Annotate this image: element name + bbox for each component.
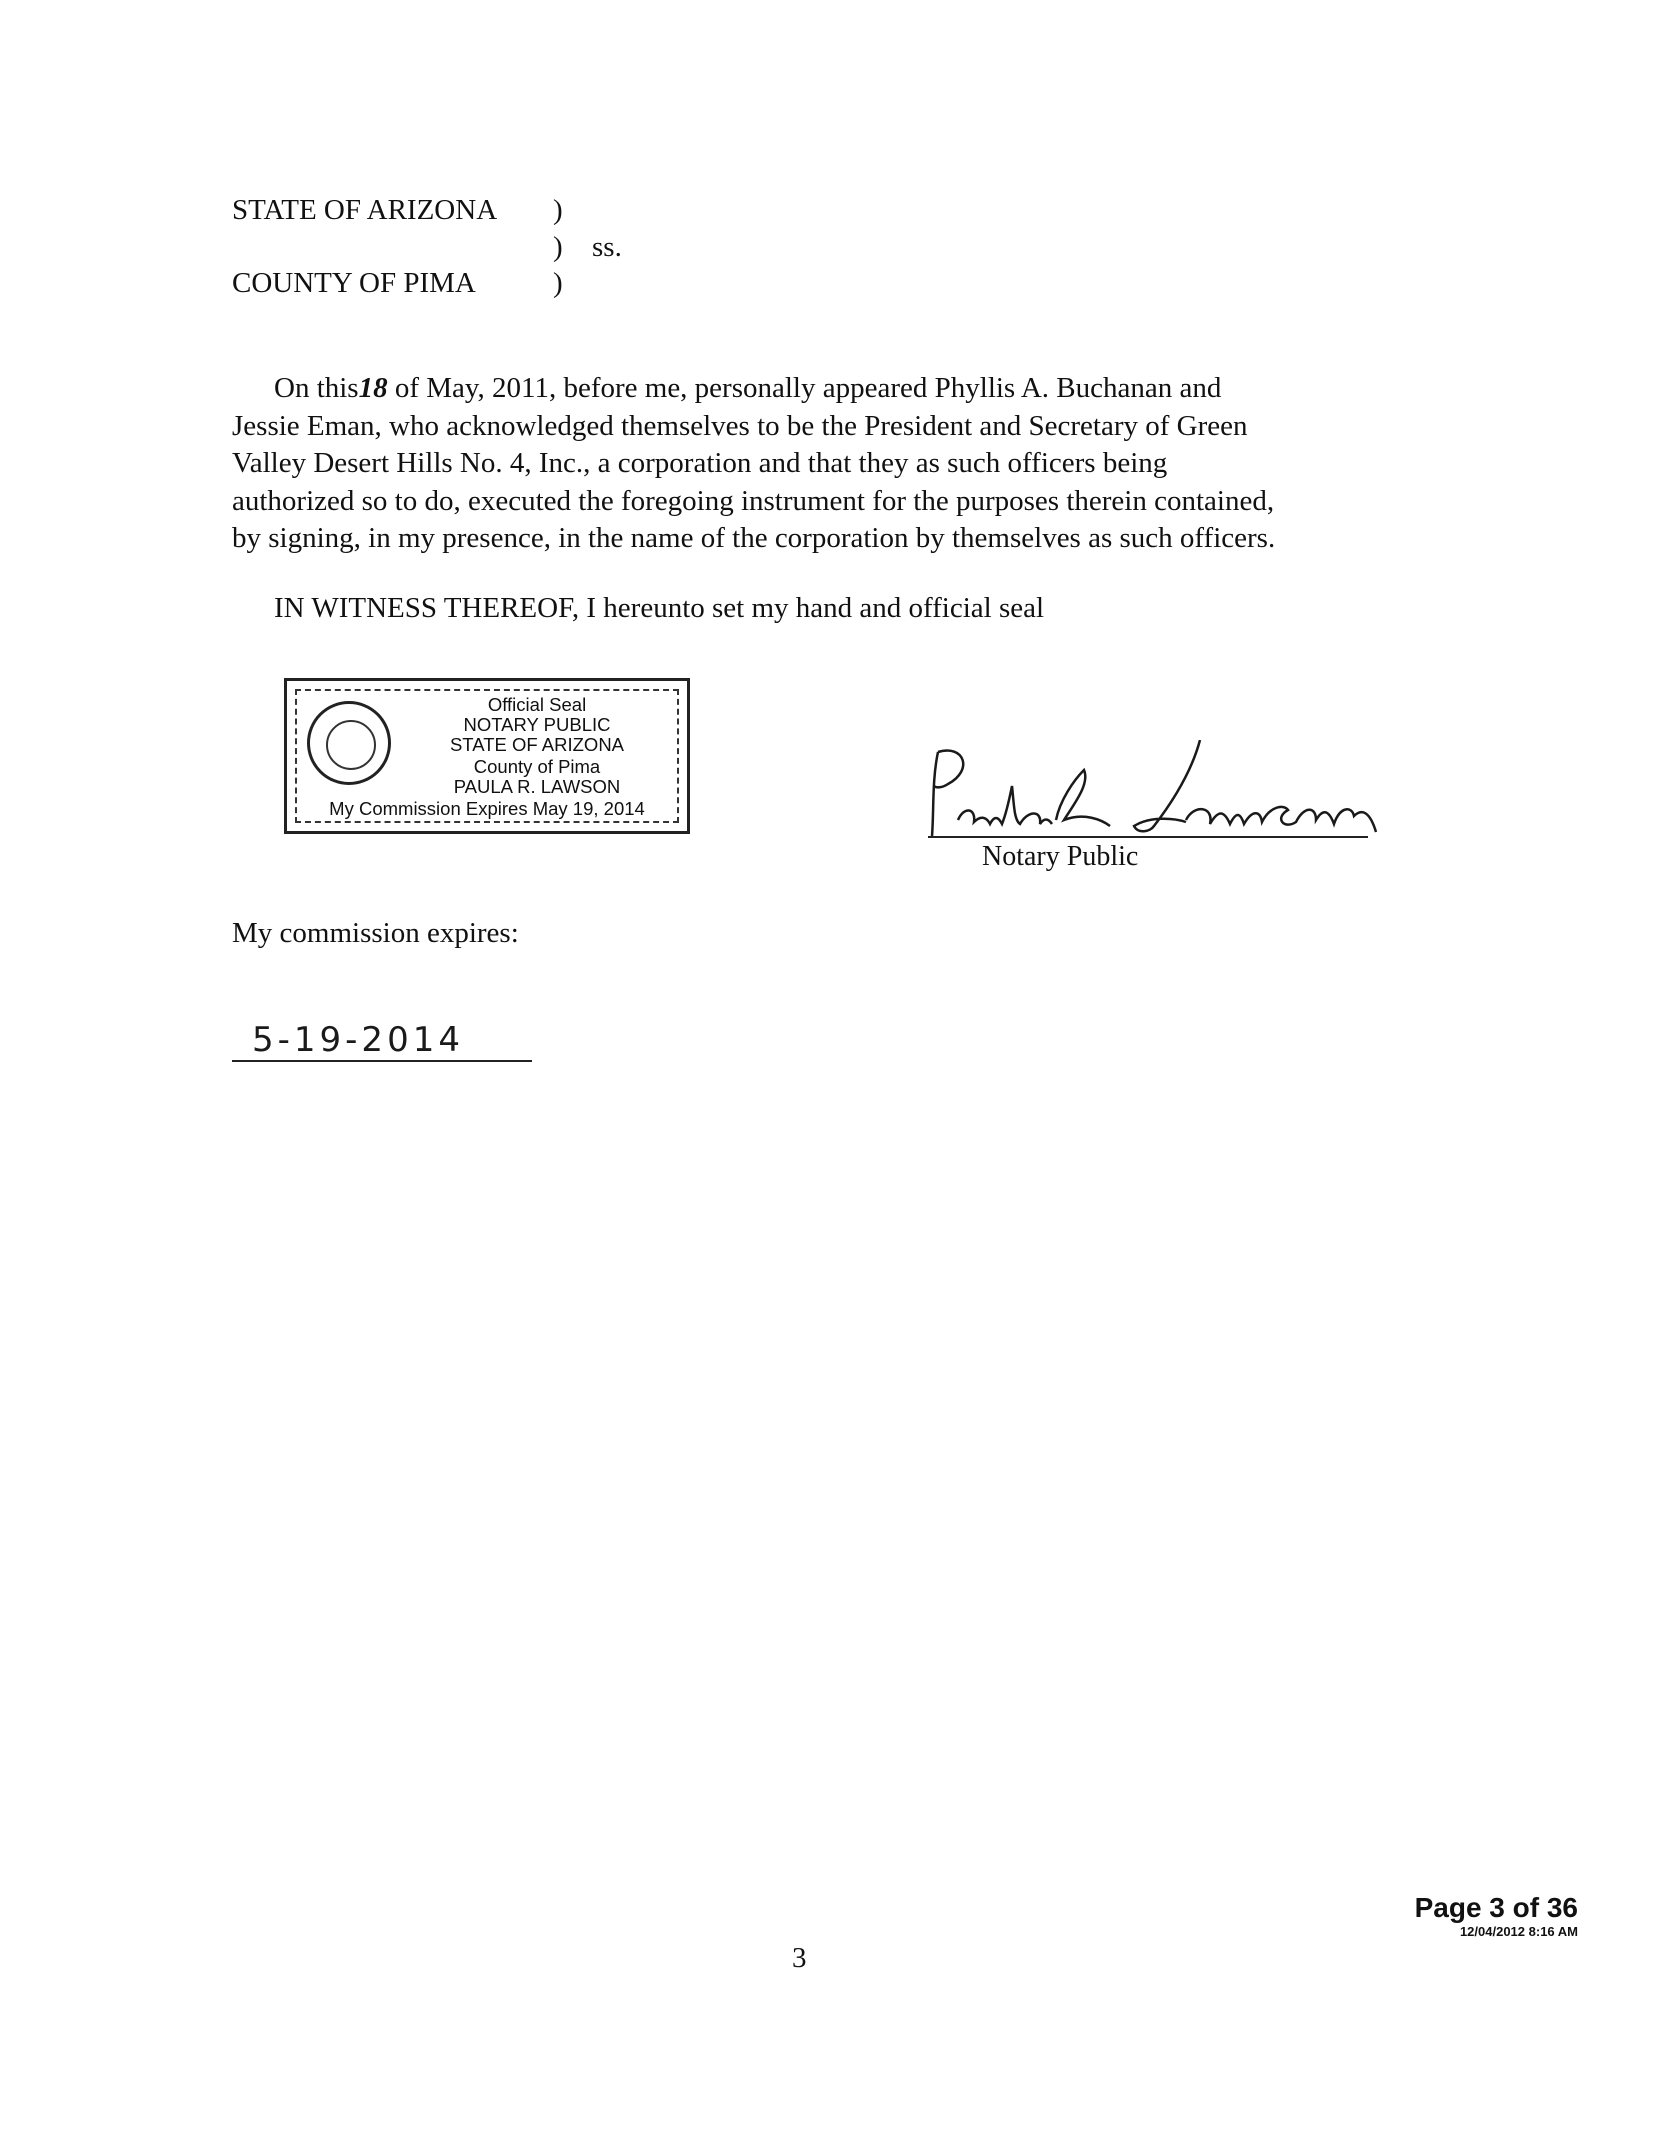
seal-text: County of Pima (473, 756, 601, 777)
seal-text: My Commission Expires May 19, 2014 (329, 798, 645, 819)
page-number: 3 (792, 1942, 807, 1974)
acknowledgment-text: of May, 2011, before me, personally appeared Phyllis A. Buchanan and (394, 372, 1222, 404)
commission-label: My commission expires: (232, 917, 519, 949)
signature-icon (924, 740, 1394, 840)
venue-paren: ) (553, 194, 563, 226)
acknowledgment-text: On this (274, 372, 359, 404)
acknowledgment-line (232, 370, 1432, 408)
expiry-underline (232, 1060, 532, 1062)
seal-text: Official Seal (487, 694, 587, 715)
handwritten-day: 18 (358, 372, 388, 404)
acknowledgment-line: Jessie Eman, who acknowledged themselves to be the President and Secretary of Green (232, 409, 1248, 442)
acknowledgment-line: authorized so to do, executed the foregoing instrument for the purposes therein contained, (232, 484, 1275, 517)
acknowledgment-line: Valley Desert Hills No. 4, Inc., a corporation and that they as such officers being (232, 447, 1168, 479)
seal-text: PAULA R. LAWSON (453, 776, 621, 797)
page-of-label: Page 3 of 36 (1414, 1892, 1578, 1923)
venue-ss: ss. (592, 231, 622, 263)
handwritten-expiry-date: 5-19-2014 (252, 1020, 464, 1060)
venue-county: COUNTY OF PIMA (232, 267, 476, 299)
venue-paren: ) (553, 267, 563, 299)
page-of-stamp (1415, 1892, 1578, 1940)
acknowledgment-line: by signing, in my presence, in the name of the corporation by themselves as such officers. (232, 522, 1276, 554)
venue-paren: ) (553, 231, 563, 263)
seal-text: NOTARY PUBLIC (463, 714, 611, 735)
timestamp: 12/04/2012 8:16 AM (1459, 1924, 1578, 1939)
seal-text: STATE OF ARIZONA (449, 734, 625, 755)
acknowledgment-paragraph (232, 370, 1432, 558)
notary-seal (284, 678, 690, 834)
venue-state: STATE OF ARIZONA (232, 194, 498, 226)
state-seal-icon (307, 701, 391, 785)
witness-statement: IN WITNESS THEREOF, I hereunto set my hand and official seal (274, 592, 1045, 624)
notary-public-label: Notary Public (982, 841, 1139, 872)
